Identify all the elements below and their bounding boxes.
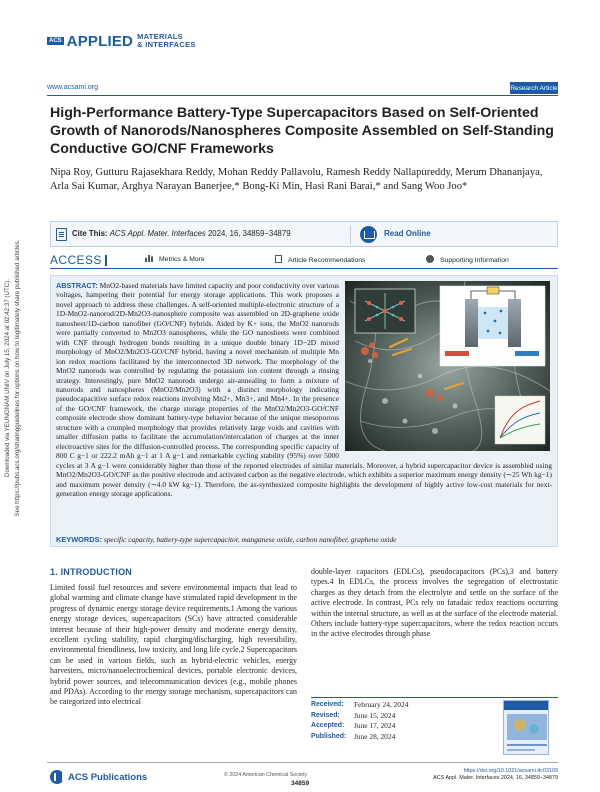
cite-divider [350,225,351,244]
published-date: June 28, 2024 [354,731,396,741]
logo-acs-tag: ACS [49,38,62,44]
revised-label: Revised: [311,711,340,719]
date-revised [311,711,461,722]
article-title: High-Performance Battery-Type Supercapacitors Based on Self-Oriented Growth of Nanorods/Nanospheres Composite Assembled on Self-Standing Conductive GO/CNF Frameworks [50,105,554,158]
header-rule [47,95,558,96]
cite-bar [50,221,558,247]
intro-text-left: Limited fossil fuel resources and severe environmental impacts that lead to global warming and climate change have stimulated rapid development in the progress of dynamic energy storage device requirements.1 Among the various energy storage devices, supercapacitors (SCs) have attracted considerable interest because of their high-power density and moderate energy density, excellent cycling stability, rapid charging/discharging, high reversibility, environmental friendliness, low toxicity, and long life cycle.2 Supercapacitors can be used in various fields, such as hybrid-electric vehicles, energy harvesters, micro/nanoelectrochemical devices, portable electronic devices, hybrid power sources, and telecommunication devices (e.g., mobile phones and PDAs). According to the energy storage mechanism, supercapacitors can be categorized into electrical [50,583,297,707]
access-divider [105,255,107,266]
abstract-text: MnO2-based materials have limited capacity and poor conductivity over various voltages, hampering their potential for energy storage applications. This work proposes a novel approach to address these challenges. A self-oriented multiple-electronic structure of a 1D-MnO2-nanorod/2D-Mn2O3-nanosphere composite was assembled on 2D-graphene oxide nanosheet/1D-carbon nanofiber (GO/CNF) hybrids. Aided by K+ ions, the MnO2 nanorods were partially converted to Mn2O3 nanospheres, while the GO nanosheets were combined with CNF through hydrogen bonds resulting in a unique double binary 1D−2D mixed morphology of MnO2/Mn2O3-GO/CNF hybrid, having a novel mechanism of multiple Mn ion redox reactions facilitated by the interconnected 3D network. The morphology of the MnO2 nanorods was controlled by regulating the potassium ion content through a rinsing strategy. Interestingly, pure MnO2 nanorods undergo air-annealing to form a mixture of nanorods and nanospheres (MnO2/Mn2O3) with a distinct morphology indicating pseudocapacitive surface redox reactions involving Mn2+, Mn3+, and Mn4+. In the presence of the GO/CNF framework, the charge storage properties of the MnO2/Mn2O3-GO/CNF composite electrode show dominant battery-type behavior because of the unique mesoporous structure with a crumpled morphology that provides relatively large voids and cavities with smaller diffusion paths to facilitate the accumulation/intercalation of charges at the inner electroactive sites for the diffusion-controlled process. The corresponding specific capacity of 800 C g−1 or 222.2 mAh g−1 at 1 A g−1 and remarkable cycling stability (95%) over 5000 cycles at 3 A g−1 were considerably higher than those of the reported electrodes of similar materials. Moreover, a hybrid supercapacitor device is assembled using MnO2/Mn2O3-GO/CNF as the positive electrode and activated carbon as the negative electrode, which exhibits a superior maximum energy density (∼25 Wh kg−1) and maximum power density (∼4.0 kW kg−1). Therefore, the as-synthesized composite highlights the development of highly active low-cost materials for next-generation energy storage applications. [56,281,552,498]
cite-ref: 2024, 16, 34859−34879 [207,229,291,238]
download-note [4,178,30,578]
cite-text[interactable] [72,229,291,238]
logo-interfaces: & INTERFACES [137,40,196,49]
metrics-label: Metrics & More [159,256,205,263]
acs-publications-logo[interactable] [50,770,147,784]
supporting-label: Supporting Information [440,257,509,264]
page-number: 34859 [291,780,310,787]
keywords [56,535,552,544]
revised-date: June 15, 2024 [354,710,396,720]
logo-stack [137,33,196,49]
published-label: Published: [311,732,347,740]
logo-materials: MATERIALS [137,32,183,41]
intro-text-right: double-layer capacitors (EDLCs), pseudocapacitors (PCs),3 and battery types.4 In EDLCs, the process involves the segregation of electrostatic charges as they detach from the electrolyte and settle on the surface of the active electrode. In contrast, PCs rely on faradaic redox reactions occurring within the internal structure, as well as at the surface of the electrode material. Others include battery-type supercapacitors, where the redox reaction occurs in the active electrodes through phase [311,567,558,639]
cover-thumbnail-svg [504,701,549,755]
dates-rule [311,697,558,698]
intro-column-left [50,567,297,708]
publication-dates [311,700,461,742]
cite-icon [56,228,67,241]
access-row [50,253,558,269]
bar-chart-icon [145,255,153,262]
access-label: ACCESS [50,253,102,267]
recommendations-label: Article Recommendations [288,257,366,264]
metrics-link[interactable] [145,255,205,263]
cite-label: Cite This: [72,229,108,238]
accepted-date: June 17, 2024 [354,721,396,730]
journal-cover-thumbnail[interactable] [503,700,549,755]
copyright-notice: © 2024 American Chemical Society [224,772,308,778]
download-note-line2: See https://pubs.acs.org/sharingguidelines for options on how to legitimately share published articles. [14,239,21,517]
acs-publications-label: ACS Publications [68,771,148,783]
accepted-label: Accepted: [311,722,345,729]
toc-graphic-svg [345,281,550,451]
site-url-link[interactable]: www.acsami.org [47,84,98,91]
article-type-badge: Research Article [510,82,558,94]
cite-journal: ACS Appl. Mater. Interfaces [109,229,206,238]
read-online-icon[interactable] [360,226,377,243]
received-label: Received: [311,701,344,708]
download-note-line1: Downloaded via YEUNGNAM UNIV on July 15, 2024 at 02:42:37 (UTC). [4,279,11,477]
footer-rule [47,762,558,763]
keywords-text: specific capacity, battery-type supercapacitor, manganese oxide, carbon nanofiber, graphene oxide [103,535,397,544]
doi-link[interactable]: https://doi.org/10.1021/acsami.4c03109 [463,768,558,774]
keywords-heading: KEYWORDS: [56,535,102,544]
supporting-info-link[interactable] [426,255,509,264]
date-published [311,732,461,743]
journal-logo[interactable] [47,30,196,52]
acs-publications-icon [50,770,64,784]
intro-heading: 1. INTRODUCTION [50,567,133,577]
footer-citation-text: ACS Appl. Mater. Interfaces 2024, 16, 34859−34879 [433,775,558,781]
supporting-info-icon [426,255,434,263]
footer-citation [433,768,558,782]
read-online-link[interactable]: Read Online [384,229,431,238]
toc-graphic [345,281,550,451]
date-accepted [311,721,461,732]
intro-column-right [311,567,558,640]
date-received [311,700,461,711]
logo-applied: APPLIED [66,32,134,50]
author-list: Nipa Roy, Gutturu Rajasekhara Reddy, Mohan Reddy Pallavolu, Ramesh Reddy Nallapureddy, Merum Dhananjaya, Arla Sai Kumar, Arghya Narayan Banerjee,* Bong-Ki Min, Hasi Rani Barai,* and Sang Woo Joo* [50,167,543,192]
received-date: February 24, 2024 [354,700,409,709]
recommendations-link[interactable] [275,255,365,264]
document-icon [275,255,282,263]
abstract-heading: ABSTRACT: [56,281,98,290]
